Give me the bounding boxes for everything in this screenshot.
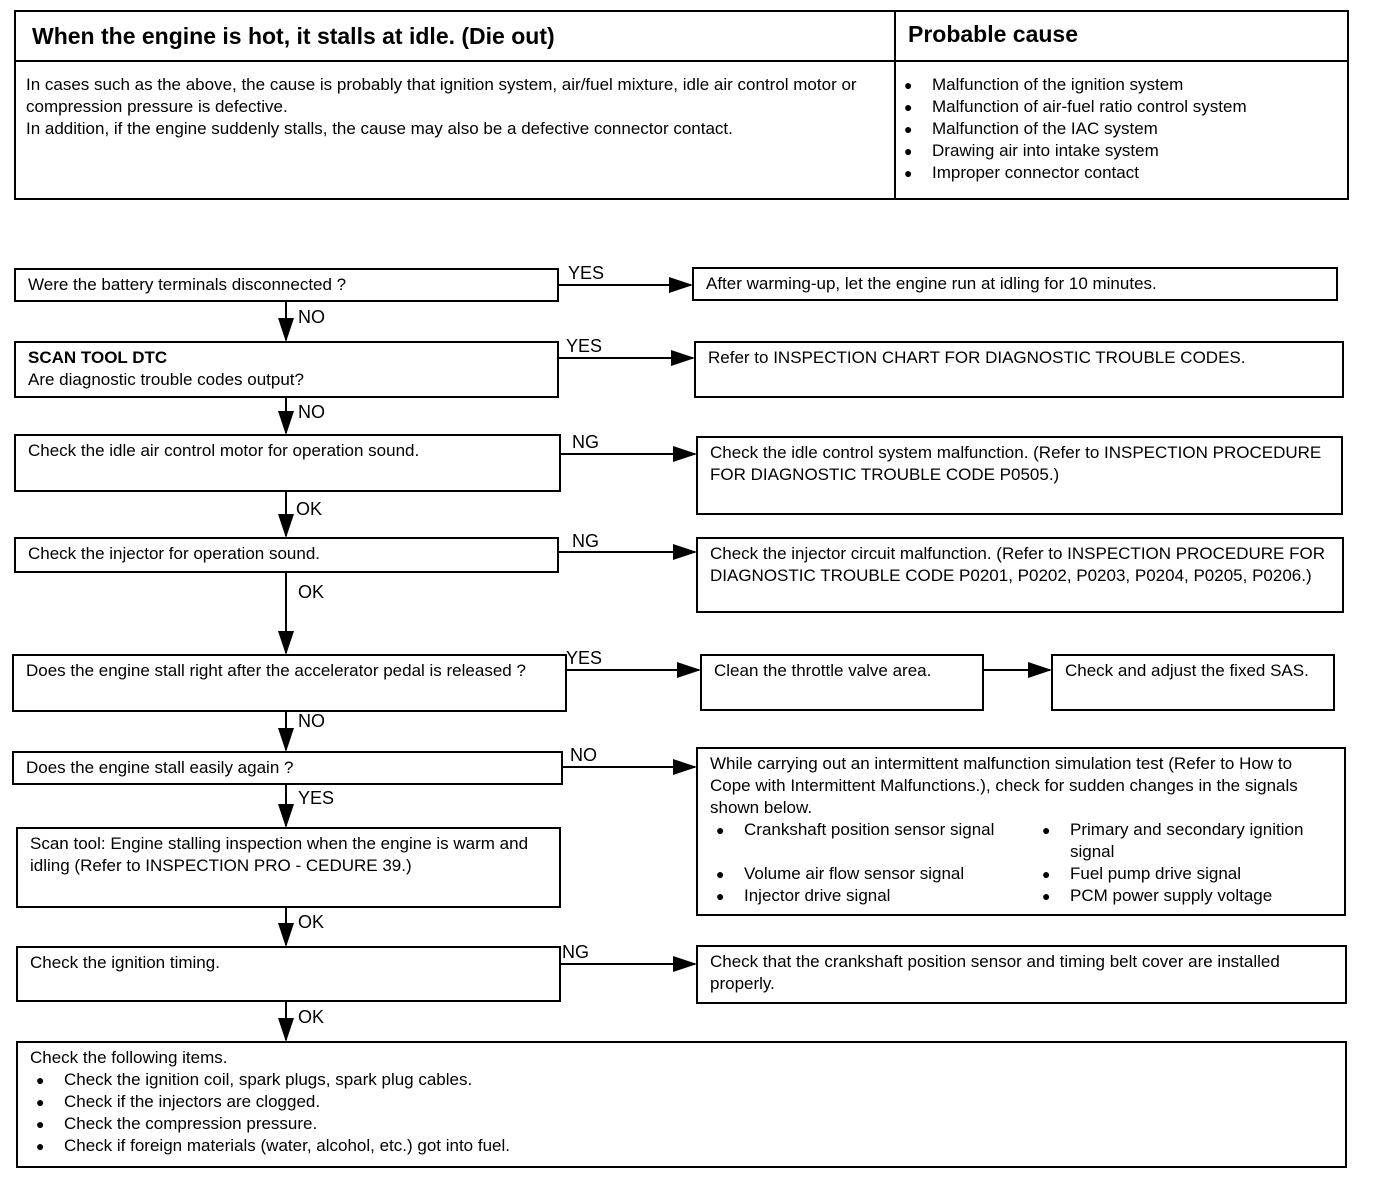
no-label: NO — [570, 745, 597, 765]
ok-label: OK — [296, 499, 323, 519]
step-scan-tool-dtc — [14, 341, 559, 398]
cause-item: ● Malfunction of the IAC system — [898, 118, 1247, 140]
step-injector-sound: Check the injector for operation sound. — [14, 537, 559, 573]
action-simulation-test — [696, 747, 1346, 916]
action-injector-circuit: Check the injector circuit malfunction. (Refer to INSPECTION PROCEDURE FOR DIAGNOSTIC TROUBLE CODE P0201, P0202, P0203, P0204, P0205, P0206.) — [696, 537, 1344, 613]
signal-item: ● Volume air flow sensor signal — [710, 863, 1006, 885]
cause-item: ● Improper connector contact — [898, 162, 1247, 184]
step-battery-terminals: Were the battery terminals disconnected ? — [14, 268, 559, 302]
header-title: When the engine is hot, it stalls at idle. (Die out) — [16, 12, 896, 62]
yes-label: YES — [298, 788, 335, 808]
action-text: While carrying out an intermittent malfunction simulation test (Refer to How to Cope with Intermittent Malfunctions.), check for sudden changes in the signals shown below. — [710, 754, 1298, 817]
signal-item: ● Fuel pump drive signal — [1036, 863, 1332, 885]
no-label: NO — [298, 402, 325, 422]
signal-item: ● Injector drive signal — [710, 885, 1006, 907]
cause-item: ● Malfunction of the ignition system — [898, 74, 1247, 96]
ok-label: OK — [298, 582, 325, 602]
description-line: In addition, if the engine suddenly stalls, the cause may also be a defective connector contact. — [26, 119, 733, 138]
action-clean-throttle: Clean the throttle valve area. — [700, 654, 984, 711]
yes-label: YES — [568, 263, 605, 283]
final-item: ● Check the ignition coil, spark plugs, spark plug cables. — [30, 1069, 1333, 1091]
description-line: In cases such as the above, the cause is probably that ignition system, air/fuel mixture, idle air control motor or compression pressure is defective. — [26, 75, 857, 116]
step-scan-tool-stalling: Scan tool: Engine stalling inspection when the engine is warm and idling (Refer to INSPECTION PRO - CEDURE 39.) — [16, 827, 561, 908]
cause-title: Probable cause — [896, 12, 1347, 62]
step-stall-after-pedal: Does the engine stall right after the accelerator pedal is released ? — [12, 654, 567, 712]
final-item: ● Check if the injectors are clogged. — [30, 1091, 1333, 1113]
yes-label: YES — [566, 648, 603, 668]
final-item: ● Check the compression pressure. — [30, 1113, 1333, 1135]
step-text: Are diagnostic trouble codes output? — [28, 370, 304, 389]
final-item: ● Check if foreign materials (water, alcohol, etc.) got into fuel. — [30, 1135, 1333, 1157]
ng-label: NG — [572, 531, 599, 551]
action-idle-control: Check the idle control system malfunction. (Refer to INSPECTION PROCEDURE FOR DIAGNOSTIC TROUBLE CODE P0505.) — [696, 436, 1343, 515]
action-crankshaft-sensor: Check that the crankshaft position sensor and timing belt cover are installed properly. — [696, 945, 1347, 1004]
ng-label: NG — [562, 942, 589, 962]
cause-item: ● Malfunction of air-fuel ratio control system — [898, 96, 1247, 118]
ok-label: OK — [298, 1007, 325, 1027]
step-stall-again: Does the engine stall easily again ? — [12, 751, 563, 785]
step-ignition-timing: Check the ignition timing. — [16, 946, 561, 1002]
final-check-items — [16, 1041, 1347, 1168]
step-iac-motor: Check the idle air control motor for operation sound. — [14, 434, 561, 492]
final-list — [30, 1069, 1333, 1157]
signal-item: ● PCM power supply voltage — [1036, 885, 1332, 907]
signal-item: ● Crankshaft position sensor signal — [710, 819, 1006, 863]
action-warm-up: After warming-up, let the engine run at idling for 10 minutes. — [692, 267, 1338, 301]
ng-label: NG — [572, 432, 599, 452]
action-adjust-sas: Check and adjust the fixed SAS. — [1051, 654, 1335, 711]
step-title: SCAN TOOL DTC — [28, 348, 168, 367]
final-title: Check the following items. — [30, 1048, 228, 1067]
cause-item: ● Drawing air into intake system — [898, 140, 1247, 162]
signal-item: ● Primary and secondary ignition signal — [1036, 819, 1332, 863]
ok-label: OK — [298, 912, 325, 932]
yes-label: YES — [566, 336, 603, 356]
action-refer-dtc-chart: Refer to INSPECTION CHART FOR DIAGNOSTIC TROUBLE CODES. — [694, 341, 1344, 398]
no-label: NO — [298, 711, 325, 731]
no-label: NO — [298, 307, 325, 327]
signal-list — [710, 819, 1332, 907]
